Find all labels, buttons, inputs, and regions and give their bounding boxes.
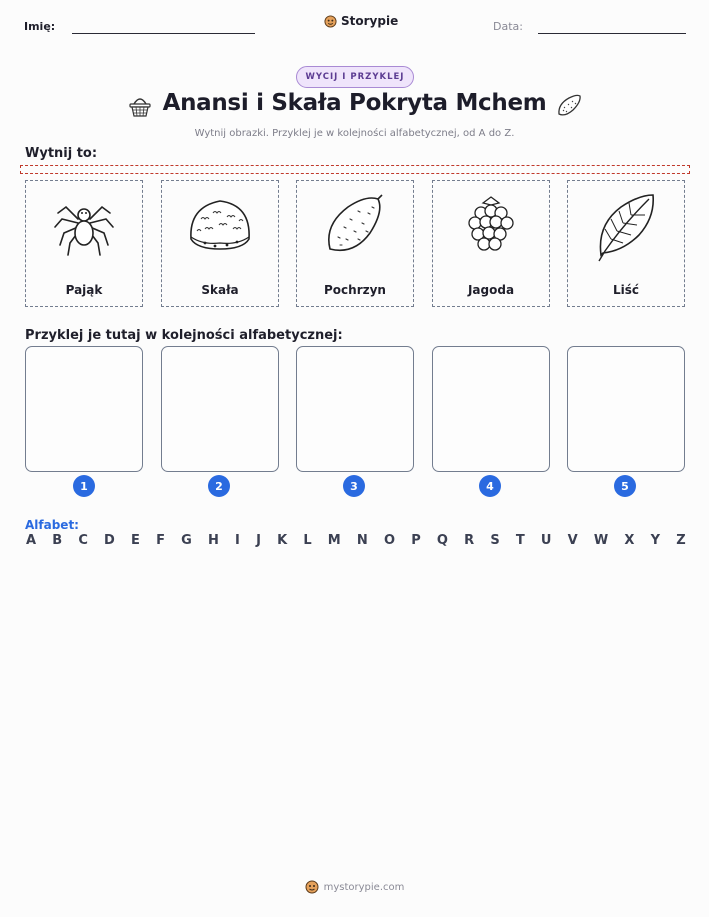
alphabet-letter: T — [515, 533, 525, 548]
slot-number: 5 — [614, 475, 636, 497]
alphabet-letter: M — [327, 533, 341, 548]
cut-card-berry[interactable] — [432, 180, 550, 307]
alphabet-letter: N — [356, 533, 368, 548]
yam-title-icon — [555, 92, 583, 120]
berry-icon — [459, 189, 523, 259]
cut-card-leaf[interactable] — [567, 180, 685, 307]
slot-number: 3 — [343, 475, 365, 497]
page-title: Anansi i Skała Pokryta Mchem — [162, 90, 547, 116]
rock-icon — [185, 189, 255, 259]
footer — [0, 880, 709, 894]
alphabet-letter: R — [464, 533, 475, 548]
alphabet-letter: K — [277, 533, 288, 548]
alphabet-letter: X — [624, 533, 635, 548]
alphabet-letter: G — [181, 533, 192, 548]
cut-card-label: Jagoda — [467, 283, 515, 297]
cut-card-label: Liść — [612, 283, 639, 297]
alphabet-letter: H — [207, 533, 219, 548]
alphabet-letter: A — [26, 533, 37, 548]
storypie-logo-icon — [324, 15, 337, 28]
alphabet-letter: I — [235, 533, 240, 548]
storypie-footer-icon — [305, 880, 319, 894]
alphabet-letter: Y — [650, 533, 661, 548]
alphabet-letter: U — [540, 533, 552, 548]
brand-logo — [324, 14, 398, 28]
date-line — [538, 33, 686, 34]
alphabet-row — [26, 533, 686, 548]
cut-card-spider[interactable] — [25, 180, 143, 307]
cut-card-label: Pochrzyn — [324, 283, 386, 297]
cut-card-label: Pająk — [65, 283, 103, 297]
cut-card-yam[interactable] — [296, 180, 414, 307]
slot-number: 2 — [208, 475, 230, 497]
leaf-icon — [591, 189, 661, 263]
brand-name: Storypie — [341, 14, 399, 28]
cut-line — [20, 165, 690, 174]
alphabet-letter: J — [256, 533, 261, 548]
cut-card-rock[interactable] — [161, 180, 279, 307]
alphabet-letter: Q — [436, 533, 448, 548]
paste-box-2[interactable] — [161, 346, 279, 472]
alphabet-letter: L — [303, 533, 312, 548]
footer-url[interactable]: mystorypie.com — [323, 881, 405, 893]
name-line — [72, 33, 255, 34]
instructions: Wytnij obrazki. Przyklej je w kolejności alfabetycznej, od A do Z. — [194, 128, 515, 139]
alphabet-letter: E — [131, 533, 140, 548]
alphabet-letter: B — [52, 533, 63, 548]
alphabet-letter: C — [78, 533, 88, 548]
alphabet-letter: Z — [676, 533, 686, 548]
paste-box-5[interactable] — [567, 346, 685, 472]
worksheet-type-badge: WYCIJ I PRZYKLEJ — [296, 66, 414, 88]
alphabet-letter: V — [567, 533, 578, 548]
alphabet-letter: W — [593, 533, 609, 548]
alphabet-letter: P — [411, 533, 421, 548]
cut-section-label: Wytnij to: — [25, 146, 98, 161]
paste-box-3[interactable] — [296, 346, 414, 472]
alphabet-letter: F — [156, 533, 165, 548]
paste-box-1[interactable] — [25, 346, 143, 472]
slot-number: 1 — [73, 475, 95, 497]
alphabet-letter: O — [383, 533, 396, 548]
date-label: Data: — [493, 20, 523, 33]
cut-card-label: Skała — [201, 283, 239, 297]
yam-icon — [320, 189, 390, 259]
alphabet-letter: D — [104, 533, 115, 548]
spider-icon — [52, 189, 116, 259]
name-label: Imię: — [24, 20, 56, 33]
alphabet-letter: S — [490, 533, 500, 548]
paste-section-label: Przyklej je tutaj w kolejności alfabetycznej: — [25, 328, 343, 343]
paste-box-4[interactable] — [432, 346, 550, 472]
alphabet-label: Alfabet: — [25, 518, 79, 532]
slot-number: 4 — [479, 475, 501, 497]
